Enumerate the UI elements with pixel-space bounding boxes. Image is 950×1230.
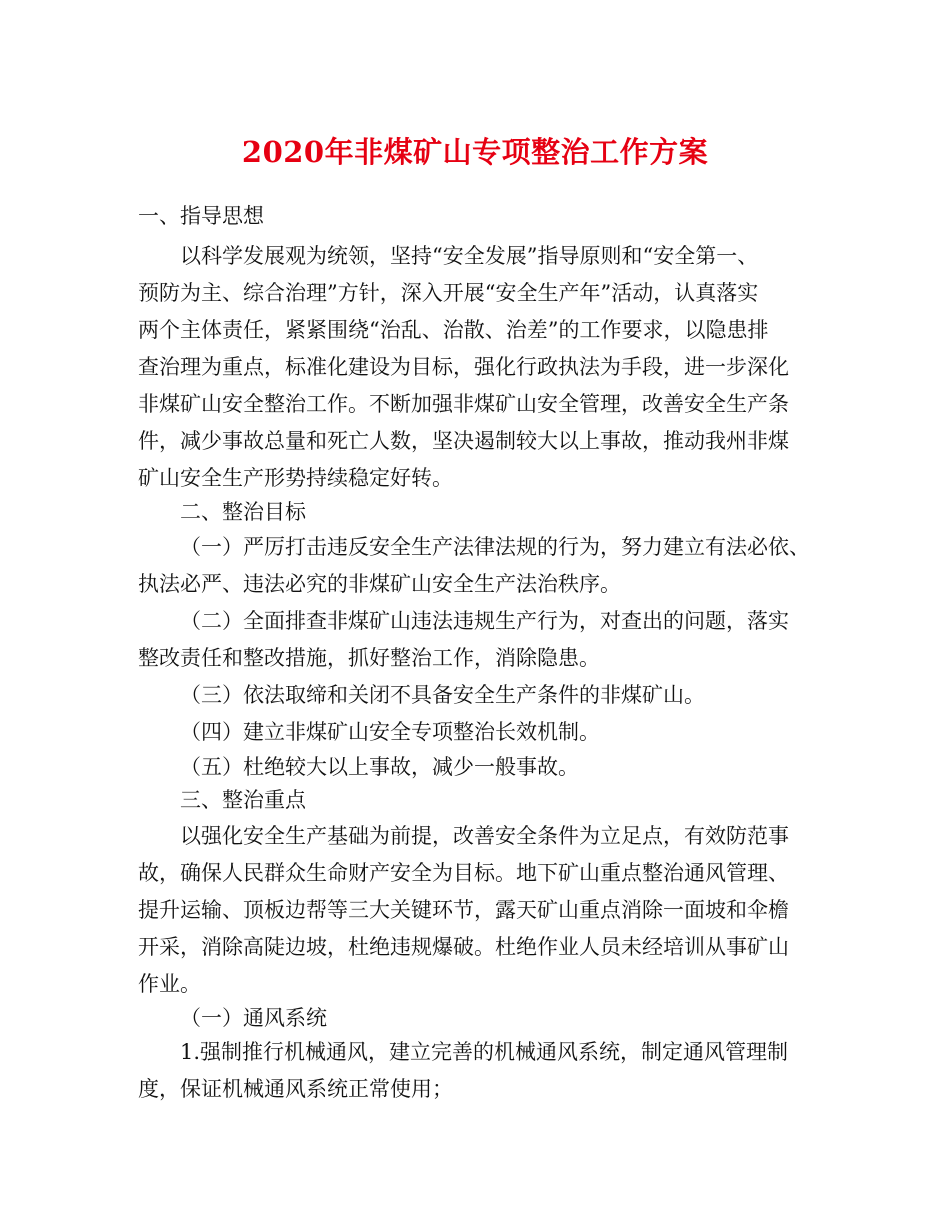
paragraph-line: 整改责任和整改措施，抓好整治工作，消除隐患。 [138, 646, 600, 670]
paragraph-line: 查治理为重点，标准化建设为目标，强化行政执法为手段，进一步深化 [138, 355, 789, 379]
paragraph-line: 作业。 [138, 972, 201, 996]
document-title: 2020年非煤矿山专项整治工作方案 [241, 135, 709, 169]
paragraph-line: 预防为主、综合治理”方针，深入开展“安全生产年”活动，认真落实 [138, 281, 759, 305]
paragraph-line: 非煤矿山安全整治工作。不断加强非煤矿山安全管理，改善安全生产条 [138, 392, 789, 416]
section-heading-goals: 二、整治目标 [180, 500, 306, 524]
paragraph-line: （四）建立非煤矿山安全专项整治长效机制。 [180, 720, 600, 744]
paragraph-line: 件，减少事故总量和死亡人数，坚决遏制较大以上事故，推动我州非煤 [138, 429, 789, 453]
paragraph-line: 开采，消除高陡边坡，杜绝违规爆破。杜绝作业人员未经培训从事矿山 [138, 935, 789, 959]
paragraph-line: 提升运输、顶板边帮等三大关键环节，露天矿山重点消除一面坡和伞檐 [138, 898, 789, 922]
paragraph-line: 矿山安全生产形势持续稳定好转。 [138, 466, 453, 490]
paragraph-line: 度，保证机械通风系统正常使用； [138, 1077, 453, 1101]
paragraph-line: 故，确保人民群众生命财产安全为目标。地下矿山重点整治通风管理、 [138, 861, 789, 885]
section-heading-key-points: 三、整治重点 [180, 788, 306, 812]
paragraph-line: 以强化安全生产基础为前提，改善安全条件为立足点，有效防范事 [180, 824, 789, 848]
paragraph-line: （三）依法取缔和关闭不具备安全生产条件的非煤矿山。 [180, 683, 705, 707]
paragraph-line: （一）严厉打击违反安全生产法律法规的行为，努力建立有法必依、 [180, 535, 810, 559]
paragraph-line: 以科学发展观为统领，坚持“安全发展”指导原则和“安全第一、 [180, 244, 759, 268]
paragraph-line: （二）全面排查非煤矿山违法违规生产行为，对查出的问题，落实 [180, 609, 789, 633]
paragraph-line: （五）杜绝较大以上事故，减少一般事故。 [180, 755, 579, 779]
section-heading-guiding-ideology: 一、指导思想 [138, 204, 264, 228]
paragraph-line: 1.强制推行机械通风，建立完善的机械通风系统，制定通风管理制 [180, 1040, 789, 1064]
paragraph-line: 执法必严、违法必究的非煤矿山安全生产法治秩序。 [138, 572, 621, 596]
paragraph-line: 两个主体责任，紧紧围绕“治乱、治散、治差”的工作要求，以隐患排 [138, 318, 769, 342]
subsection-heading-ventilation: （一）通风系统 [180, 1006, 327, 1030]
